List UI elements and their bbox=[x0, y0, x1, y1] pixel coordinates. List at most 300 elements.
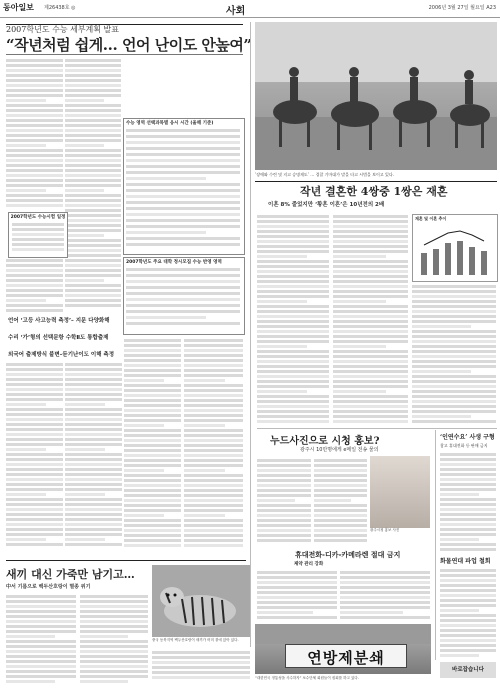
text-line bbox=[6, 309, 63, 312]
chart-graphic bbox=[415, 223, 495, 279]
section-title: 사회 bbox=[226, 6, 246, 17]
text-line bbox=[412, 400, 496, 403]
text-line bbox=[257, 420, 329, 423]
text-line bbox=[126, 135, 240, 138]
text-line bbox=[6, 114, 63, 117]
text-line bbox=[184, 429, 243, 432]
tiger-body-text bbox=[6, 594, 76, 684]
lead-under-rule bbox=[6, 54, 243, 55]
text-line bbox=[6, 393, 63, 396]
text-line bbox=[6, 413, 63, 416]
text-line bbox=[333, 365, 408, 368]
text-line bbox=[257, 591, 337, 594]
text-line bbox=[257, 325, 329, 328]
text-line bbox=[6, 269, 63, 272]
text-line bbox=[6, 398, 63, 401]
text-line bbox=[6, 373, 63, 376]
text-line bbox=[333, 385, 408, 388]
text-line bbox=[257, 601, 337, 604]
text-line bbox=[124, 404, 181, 407]
text-line bbox=[65, 254, 121, 257]
text-line bbox=[333, 420, 408, 423]
university-table bbox=[123, 257, 245, 335]
text-line bbox=[65, 383, 122, 386]
text-line bbox=[184, 489, 243, 492]
text-line bbox=[65, 533, 122, 536]
text-line bbox=[340, 576, 430, 579]
text-line bbox=[184, 504, 243, 507]
text-line bbox=[6, 84, 63, 87]
text-line bbox=[257, 380, 329, 383]
text-line bbox=[6, 488, 63, 491]
text-line bbox=[152, 651, 250, 654]
text-line bbox=[65, 488, 122, 491]
text-line bbox=[333, 380, 408, 383]
text-line bbox=[126, 141, 240, 144]
text-line bbox=[65, 403, 105, 406]
text-line bbox=[314, 529, 367, 532]
text-line bbox=[333, 290, 408, 293]
text-line bbox=[257, 494, 311, 497]
text-line bbox=[440, 538, 479, 541]
text-line bbox=[126, 183, 240, 186]
text-line bbox=[6, 595, 76, 598]
text-line bbox=[6, 438, 63, 441]
text-line bbox=[257, 524, 311, 527]
text-line bbox=[440, 548, 496, 551]
text-line bbox=[412, 285, 496, 288]
remarriage-subheadline: 이혼 8% 줄었지만 ‘황혼 이혼’은 10년전의 2배 bbox=[268, 202, 385, 208]
text-line bbox=[80, 670, 148, 673]
text-line bbox=[80, 620, 148, 623]
text-line bbox=[124, 494, 181, 497]
text-line bbox=[65, 523, 122, 526]
text-line bbox=[340, 611, 403, 614]
text-line bbox=[184, 474, 243, 477]
lead-body-text bbox=[184, 338, 243, 548]
text-line bbox=[65, 69, 121, 72]
text-line bbox=[184, 374, 243, 377]
text-line bbox=[314, 524, 367, 527]
text-line bbox=[6, 109, 63, 112]
text-line bbox=[6, 89, 63, 92]
text-line bbox=[257, 489, 311, 492]
text-line bbox=[184, 349, 243, 352]
text-line bbox=[257, 616, 337, 619]
text-line bbox=[65, 164, 121, 167]
text-line bbox=[6, 204, 63, 207]
text-line bbox=[440, 599, 496, 602]
text-line bbox=[6, 194, 63, 197]
text-line bbox=[6, 99, 46, 102]
text-line bbox=[184, 354, 243, 357]
text-line bbox=[65, 134, 121, 137]
text-line bbox=[12, 248, 64, 251]
text-line bbox=[6, 104, 63, 107]
text-line bbox=[65, 64, 121, 67]
text-line bbox=[124, 479, 181, 482]
text-line bbox=[6, 433, 63, 436]
text-line bbox=[80, 675, 148, 678]
text-line bbox=[124, 354, 181, 357]
text-line bbox=[65, 214, 121, 217]
text-line bbox=[257, 215, 329, 218]
text-line bbox=[124, 444, 181, 447]
tiger-body-text bbox=[152, 650, 250, 684]
text-line bbox=[184, 509, 243, 512]
text-line bbox=[124, 509, 181, 512]
text-line bbox=[6, 189, 46, 192]
text-line bbox=[257, 265, 329, 268]
text-line bbox=[126, 292, 240, 295]
issue-number: 제26438호 ◎ bbox=[44, 5, 76, 11]
text-line bbox=[65, 84, 121, 87]
text-line bbox=[65, 289, 121, 292]
text-line bbox=[80, 655, 148, 658]
text-line bbox=[257, 474, 311, 477]
remarriage-body-text bbox=[412, 284, 496, 424]
text-line bbox=[80, 610, 148, 613]
text-line bbox=[6, 538, 46, 541]
text-line bbox=[6, 363, 63, 366]
text-line bbox=[257, 295, 329, 298]
text-line bbox=[257, 300, 307, 303]
text-line bbox=[440, 609, 479, 612]
text-line bbox=[412, 325, 471, 328]
text-line bbox=[6, 279, 63, 282]
text-line bbox=[65, 109, 121, 112]
lead-body-text bbox=[6, 258, 63, 313]
text-line bbox=[65, 458, 122, 461]
text-line bbox=[6, 74, 63, 77]
text-line bbox=[440, 463, 496, 466]
text-line bbox=[412, 300, 496, 303]
text-line bbox=[65, 114, 121, 117]
correction-box bbox=[440, 662, 496, 678]
text-line bbox=[6, 69, 63, 72]
text-line bbox=[126, 268, 240, 271]
text-line bbox=[412, 375, 496, 378]
side-subheadline-a: 참고 휴대전화 등 판매 금지 bbox=[440, 443, 488, 448]
text-line bbox=[257, 571, 337, 574]
text-line bbox=[65, 194, 121, 197]
text-line bbox=[333, 240, 408, 243]
remarriage-headline: 작년 결혼한 4쌍중 1쌍은 재혼 bbox=[300, 185, 448, 198]
text-line bbox=[124, 489, 181, 492]
text-line bbox=[184, 444, 243, 447]
text-line bbox=[184, 344, 243, 347]
text-line bbox=[6, 503, 63, 506]
text-line bbox=[6, 508, 63, 511]
text-line bbox=[440, 468, 496, 471]
text-line bbox=[80, 595, 148, 598]
schedule-box bbox=[8, 212, 68, 258]
text-line bbox=[184, 439, 243, 442]
text-line bbox=[6, 289, 63, 292]
lead-subheading-2: 수리 ‘가’형의 선택문항 수학Ⅱ도 통합출제 bbox=[8, 335, 109, 341]
text-line bbox=[412, 410, 496, 413]
text-line bbox=[80, 635, 128, 638]
text-line bbox=[257, 529, 311, 532]
text-line bbox=[314, 499, 351, 502]
text-line bbox=[65, 463, 122, 466]
text-line bbox=[6, 144, 46, 147]
text-line bbox=[6, 199, 63, 202]
lead-subheading-1: 언어 ‘고등 사고능력 측정’– 지문 다양화해 bbox=[8, 318, 110, 324]
text-line bbox=[314, 484, 367, 487]
remarriage-body-text bbox=[333, 214, 408, 424]
text-line bbox=[412, 405, 496, 408]
text-line bbox=[440, 649, 496, 652]
text-line bbox=[126, 129, 240, 132]
text-line bbox=[257, 245, 329, 248]
text-line bbox=[440, 493, 479, 496]
text-line bbox=[80, 615, 148, 618]
text-line bbox=[124, 449, 181, 452]
protest-banner bbox=[285, 644, 407, 668]
page-column-divider bbox=[250, 22, 251, 647]
text-line bbox=[6, 483, 63, 486]
text-line bbox=[333, 285, 408, 288]
text-line bbox=[6, 259, 63, 262]
nude-body-text bbox=[314, 458, 367, 546]
tiger-rule bbox=[6, 560, 246, 561]
text-line bbox=[126, 213, 240, 216]
text-line bbox=[257, 539, 311, 542]
text-line bbox=[184, 539, 243, 542]
text-line bbox=[6, 443, 63, 446]
text-line bbox=[340, 581, 430, 584]
text-line bbox=[184, 369, 243, 372]
text-line bbox=[257, 385, 329, 388]
text-line bbox=[6, 79, 63, 82]
text-line bbox=[412, 395, 496, 398]
text-line bbox=[257, 415, 329, 418]
text-line bbox=[65, 448, 105, 451]
text-line bbox=[333, 270, 408, 273]
text-line bbox=[440, 594, 496, 597]
text-line bbox=[333, 320, 408, 323]
text-line bbox=[257, 405, 329, 408]
page-date: 2006년 3월 27일 월요일 A23 bbox=[428, 5, 496, 11]
text-line bbox=[126, 159, 240, 162]
text-line bbox=[80, 605, 148, 608]
text-line bbox=[6, 164, 63, 167]
text-line bbox=[152, 656, 250, 659]
text-line bbox=[6, 134, 63, 137]
text-line bbox=[440, 488, 496, 491]
text-line bbox=[314, 519, 367, 522]
text-line bbox=[65, 144, 104, 147]
text-line bbox=[6, 418, 63, 421]
text-line bbox=[6, 463, 63, 466]
text-line bbox=[6, 478, 63, 481]
text-line bbox=[333, 395, 408, 398]
text-line bbox=[412, 355, 496, 358]
text-line bbox=[124, 389, 181, 392]
text-line bbox=[412, 415, 471, 418]
remarriage-chart bbox=[412, 214, 498, 282]
text-line bbox=[412, 385, 496, 388]
text-line bbox=[412, 365, 496, 368]
section-divider bbox=[257, 428, 497, 429]
text-line bbox=[257, 240, 329, 243]
text-line bbox=[6, 513, 63, 516]
text-line bbox=[124, 459, 181, 462]
text-line bbox=[65, 498, 122, 501]
lead-body-text bbox=[65, 362, 122, 548]
text-line bbox=[184, 434, 243, 437]
text-line bbox=[65, 219, 121, 222]
nude-photo-headline: 누드사진으로 시청 홍보? bbox=[270, 436, 380, 447]
text-line bbox=[124, 344, 181, 347]
lead-body-text bbox=[65, 58, 121, 308]
text-line bbox=[65, 129, 121, 132]
text-line bbox=[65, 249, 121, 252]
text-line bbox=[440, 654, 479, 657]
text-line bbox=[65, 184, 121, 187]
text-line bbox=[333, 230, 408, 233]
text-line bbox=[184, 449, 243, 452]
text-line bbox=[440, 629, 496, 632]
text-line bbox=[65, 224, 121, 227]
text-line bbox=[257, 596, 337, 599]
text-line bbox=[65, 363, 122, 366]
text-line bbox=[126, 237, 240, 240]
text-line bbox=[184, 484, 243, 487]
text-line bbox=[333, 315, 408, 318]
text-line bbox=[65, 478, 122, 481]
text-line bbox=[65, 149, 121, 152]
text-line bbox=[65, 269, 121, 272]
text-line bbox=[126, 147, 240, 150]
text-line bbox=[340, 571, 430, 574]
text-line bbox=[184, 459, 243, 462]
text-line bbox=[257, 576, 337, 579]
text-line bbox=[314, 459, 367, 462]
text-line bbox=[6, 498, 63, 501]
text-line bbox=[440, 498, 496, 501]
page-header bbox=[0, 0, 500, 18]
text-line bbox=[126, 316, 206, 319]
text-line bbox=[333, 275, 408, 278]
text-line bbox=[6, 378, 63, 381]
text-line bbox=[257, 290, 329, 293]
text-line bbox=[184, 414, 243, 417]
column-divider bbox=[435, 430, 436, 660]
text-line bbox=[6, 670, 76, 673]
text-line bbox=[333, 400, 408, 403]
text-line bbox=[6, 284, 63, 287]
text-line bbox=[80, 665, 148, 668]
text-line bbox=[65, 294, 121, 297]
text-line bbox=[333, 215, 408, 218]
text-line bbox=[333, 310, 408, 313]
text-line bbox=[6, 388, 63, 391]
text-line bbox=[184, 409, 243, 412]
subject-time-table bbox=[123, 118, 245, 255]
text-line bbox=[80, 645, 148, 648]
text-line bbox=[6, 94, 63, 97]
text-line bbox=[126, 243, 240, 246]
text-line bbox=[314, 504, 367, 507]
text-line bbox=[6, 124, 63, 127]
text-line bbox=[257, 459, 311, 462]
text-line bbox=[184, 529, 243, 532]
remarriage-body-text bbox=[257, 214, 329, 424]
text-line bbox=[6, 518, 63, 521]
text-line bbox=[333, 235, 408, 238]
text-line bbox=[333, 335, 408, 338]
text-line bbox=[126, 322, 240, 325]
protest-photo-caption: “대한민국 정통성을 사수하자” 보수단체 회원들이 집회를 하고 있다. bbox=[255, 676, 359, 680]
text-line bbox=[257, 280, 329, 283]
text-line bbox=[65, 279, 104, 282]
lead-body-text bbox=[6, 58, 63, 208]
text-line bbox=[340, 586, 430, 589]
text-line bbox=[184, 544, 243, 547]
text-line bbox=[6, 625, 76, 628]
side-headline-b: 화물연대 파업 철회 bbox=[440, 558, 491, 565]
text-line bbox=[257, 534, 311, 537]
table2-title: 2007학년도 주요 대학 정시모집 수능 반영 영역 bbox=[126, 260, 222, 265]
text-line bbox=[65, 274, 121, 277]
mobile-body-text bbox=[257, 570, 337, 620]
text-line bbox=[65, 393, 122, 396]
text-line bbox=[80, 680, 128, 683]
text-line bbox=[124, 524, 181, 527]
text-line bbox=[440, 458, 496, 461]
text-line bbox=[6, 274, 63, 277]
text-line bbox=[440, 483, 496, 486]
text-line bbox=[184, 379, 225, 382]
schedule-box-title: 2007학년도 수능시험 일정 bbox=[10, 215, 66, 220]
text-line bbox=[126, 219, 240, 222]
text-line bbox=[65, 99, 104, 102]
text-line bbox=[440, 453, 496, 456]
text-line bbox=[124, 399, 181, 402]
text-line bbox=[124, 409, 181, 412]
text-line bbox=[80, 630, 148, 633]
text-line bbox=[126, 298, 240, 301]
text-line bbox=[65, 378, 122, 381]
text-line bbox=[440, 634, 496, 637]
text-line bbox=[65, 503, 122, 506]
text-line bbox=[65, 508, 122, 511]
text-line bbox=[80, 650, 148, 653]
nude-photo-caption: 광주시청 홍보 사진 bbox=[370, 528, 400, 532]
nude-photo-subheadline: 광주시 10만명에게 e메일 전송 물의 bbox=[300, 447, 379, 453]
text-line bbox=[6, 428, 63, 431]
text-line bbox=[124, 534, 181, 537]
text-line bbox=[257, 484, 311, 487]
text-line bbox=[6, 660, 76, 663]
text-line bbox=[314, 474, 367, 477]
text-line bbox=[65, 418, 122, 421]
text-line bbox=[333, 415, 408, 418]
text-line bbox=[124, 364, 181, 367]
text-line bbox=[126, 177, 206, 180]
text-line bbox=[184, 419, 243, 422]
text-line bbox=[6, 59, 63, 62]
text-line bbox=[257, 260, 329, 263]
text-line bbox=[184, 339, 243, 342]
text-line bbox=[412, 340, 496, 343]
text-line bbox=[126, 207, 240, 210]
text-line bbox=[65, 229, 121, 232]
text-line bbox=[314, 514, 367, 517]
text-line bbox=[6, 383, 63, 386]
